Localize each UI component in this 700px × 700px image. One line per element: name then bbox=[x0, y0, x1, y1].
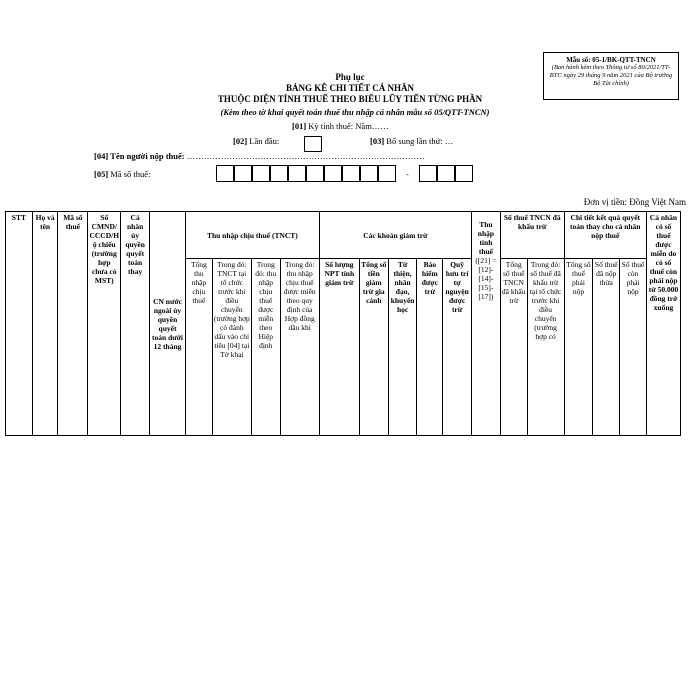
tax-period-line bbox=[292, 121, 389, 131]
tax-id-digit-cell[interactable] bbox=[288, 165, 306, 182]
col-st-overpaid: Số thuế đã nộp thừa bbox=[593, 259, 620, 436]
tax-id-branch-cell[interactable] bbox=[419, 165, 437, 182]
group-deductions: Các khoản giảm trừ bbox=[319, 212, 471, 259]
tax-id-branch-cell[interactable] bbox=[437, 165, 455, 182]
supplement-line bbox=[370, 136, 453, 146]
tax-id-digit-cell[interactable] bbox=[270, 165, 288, 182]
taxpayer-name-line bbox=[94, 151, 425, 161]
col-stt: STT bbox=[6, 212, 33, 436]
col-exempt-note: Cá nhân có số thuế được miễn do có số thuế còn phải nộp từ 50.000 đồng trở xuống bbox=[646, 212, 680, 436]
col-ti-treaty: Trong đó: thu nhập chịu thuế được miễn theo Hiệp định bbox=[251, 259, 280, 436]
detail-table bbox=[5, 211, 681, 436]
group-taxable-income: Thu nhập chịu thuế (TNCT) bbox=[186, 212, 320, 259]
first-time-line bbox=[233, 136, 279, 146]
col-ti-total: Tổng thu nhập chịu thuế bbox=[186, 259, 213, 436]
tax-id-dash: - bbox=[406, 169, 409, 179]
tax-id-label: Mã số thuế: bbox=[110, 169, 151, 179]
form-code: Mẫu số: 05-1/BK-QTT-TNCN bbox=[566, 56, 656, 64]
col-ded-family: Tổng số tiền giảm trừ gia cảnh bbox=[359, 259, 388, 436]
currency-unit: Đơn vị tiền: Đồng Việt Nam bbox=[583, 197, 686, 207]
col-id-number: Số CMND/CCCD/Hộ chiếu (trường hợp chưa có MST) bbox=[88, 212, 121, 436]
col-ti-contract: Trong đó: thu nhập chịu thuế được miễn theo quy định của Hợp đồng dầu khí bbox=[280, 259, 319, 436]
col-wh-before-transfer: Trong đó: số thuế đã khấu trừ tại tổ chức trước khi điều chuyển (trường hợp có bbox=[527, 259, 564, 436]
table-header-row bbox=[6, 212, 681, 259]
first-time-code: [02] bbox=[233, 136, 248, 146]
group-withheld: Số thuế TNCN đã khấu trừ bbox=[500, 212, 564, 259]
tax-period-code: [01] bbox=[292, 121, 307, 131]
supplement-code: [03] bbox=[370, 136, 385, 146]
col-st-payable: Tổng số thuế phải nộp bbox=[564, 259, 593, 436]
tax-id-digit-cell[interactable] bbox=[234, 165, 252, 182]
form-code-note: (Ban hành kèm theo Thông tư số 80/2021/TT-BTC ngày 29 tháng 9 năm 2021 của Bộ trưởng Bộ Tài chính) bbox=[549, 64, 673, 87]
col-ded-pension: Quỹ hưu trí tự nguyện được trừ bbox=[443, 259, 472, 436]
col-assessable-income bbox=[472, 212, 501, 436]
form-code-box bbox=[543, 52, 679, 100]
tax-id-code: [05] bbox=[94, 169, 109, 179]
taxpayer-name-label: Tên người nộp thuế: bbox=[110, 151, 185, 161]
tax-id-digit-cell[interactable] bbox=[360, 165, 378, 182]
col-wh-total: Tổng số thuế TNCN đã khấu trừ bbox=[500, 259, 527, 436]
tax-id-line bbox=[94, 169, 150, 179]
page-title: BẢNG KÊ CHI TIẾT CÁ NHÂN bbox=[286, 83, 414, 93]
col-name: Họ và tên bbox=[32, 212, 58, 436]
tax-id-digit-cell[interactable] bbox=[324, 165, 342, 182]
tax-period-label: Kỳ tính thuế: Năm…… bbox=[308, 121, 389, 131]
taxpayer-name-code: [04] bbox=[94, 151, 109, 161]
col-foreigner: CN nước ngoài ủy quyền quyết toán dưới 12 tháng bbox=[150, 212, 186, 436]
tax-id-digit-cell[interactable] bbox=[342, 165, 360, 182]
tax-id-digit-cell[interactable] bbox=[306, 165, 324, 182]
col-ded-insurance: Bảo hiểm được trừ bbox=[417, 259, 443, 436]
tax-id-branch-cell[interactable] bbox=[455, 165, 473, 182]
taxpayer-name-field[interactable]: ………………………………………………………………………… bbox=[186, 151, 425, 161]
supplement-label: Bổ sung lần thứ: … bbox=[386, 136, 454, 146]
tax-id-digit-cell[interactable] bbox=[216, 165, 234, 182]
col-tax-code: Mã số thuế bbox=[58, 212, 88, 436]
col-ded-charity: Từ thiện, nhân đạo, khuyến học bbox=[388, 259, 417, 436]
col-st-remaining: Số thuế còn phải nộp bbox=[620, 259, 647, 436]
page-title-line2: THUỘC DIỆN TÍNH THUẾ THEO BIỂU LŨY TIẾN TỪNG PHẦN bbox=[217, 94, 483, 104]
assessable-income-formula: ([21] = [12]-[14]-[15]-[17]) bbox=[475, 256, 497, 301]
group-settlement: Chi tiết kết quả quyết toán thay cho cá nhân nộp thuế bbox=[564, 212, 646, 259]
appendix-label: Phụ lục bbox=[335, 72, 365, 82]
tax-id-digit-cell[interactable] bbox=[252, 165, 270, 182]
col-ti-before-transfer: Trong đó: TNCT tại tổ chức trước khi điều chuyển (trường hợp có đánh dấu vào chỉ tiêu [04] tại Tờ khai bbox=[212, 259, 251, 436]
first-time-label: Lần đầu: bbox=[249, 136, 280, 146]
first-time-checkbox[interactable] bbox=[304, 136, 322, 152]
tax-id-digit-cell[interactable] bbox=[378, 165, 396, 182]
page-subtitle: (Kèm theo tờ khai quyết toán thuế thu nhập cá nhân mẫu số 05/QTT-TNCN) bbox=[220, 107, 490, 117]
col-authorized: Cá nhân ủy quyền quyết toán thay bbox=[121, 212, 150, 436]
assessable-income-label: Thu nhập tính thuế bbox=[477, 220, 495, 256]
col-ded-dependents: Số lượng NPT tính giảm trừ bbox=[319, 259, 359, 436]
